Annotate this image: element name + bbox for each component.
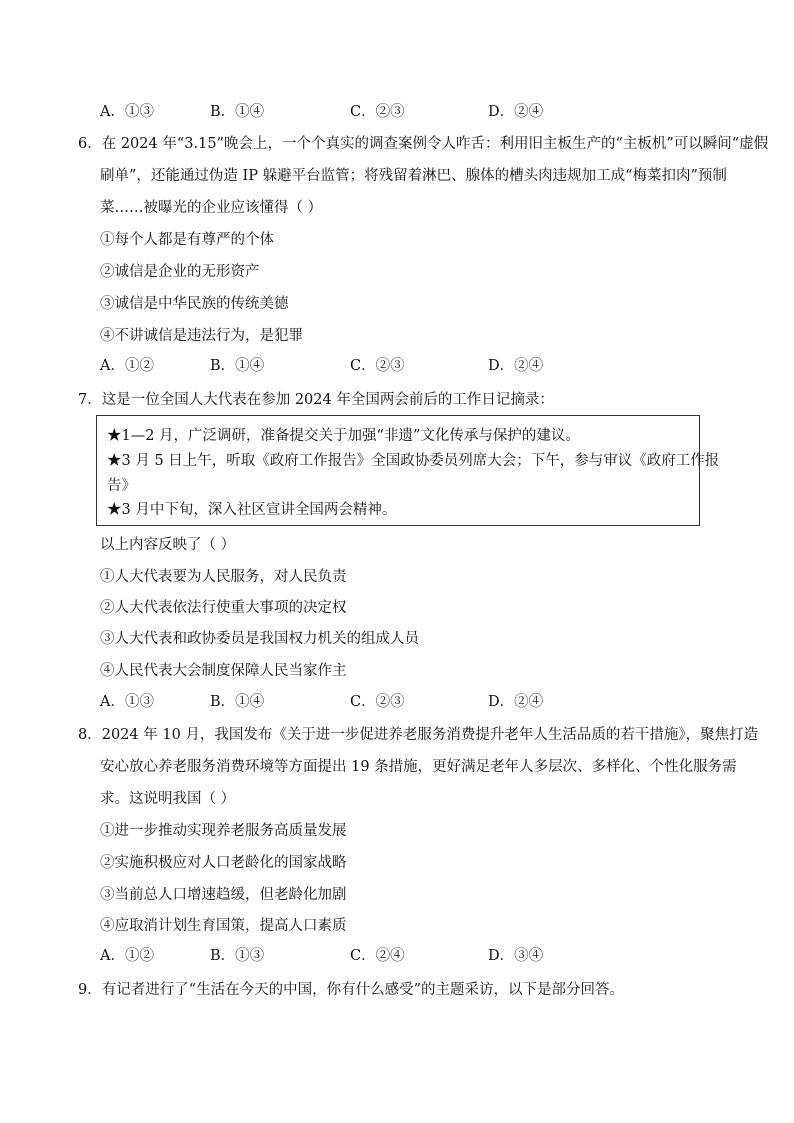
q8-stem-line-2: 安心放心养老服务消费环境等方面提出 19 条措施，更好满足老年人多层次、多样化、个性化服务需 [100,759,737,775]
q8-option-b[interactable]: B．①③ [210,948,265,964]
q7-options [100,692,620,712]
q7-diary-line-4: ★3 月中下旬，深入社区宣讲全国两会精神。 [107,502,397,518]
q7-option-b[interactable]: B．①④ [210,694,265,710]
q7-diary-box [96,415,720,526]
q6-statement-2: ②诚信是企业的无形资产 [100,264,260,280]
q8-option-a[interactable]: A．①② [100,948,154,964]
q6-stem-line-3: 菜……被曝光的企业应该懂得（ ） [100,200,323,216]
q7-statement-4: ④人民代表大会制度保障人民当家作主 [100,663,347,679]
q5-option-d[interactable]: D．②④ [488,104,544,120]
q8-stem-line-3: 求。这说明我国（ ） [100,791,236,807]
q9-stem: 9．有记者进行了“生活在今天的中国，你有什么感受”的主题采访，以下是部分回答。 [78,982,625,998]
q6-option-d[interactable]: D．②④ [488,358,544,374]
q5-option-b[interactable]: B．①④ [210,104,265,120]
q8-option-d[interactable]: D．③④ [488,948,544,964]
q7-stem: 7．这是一位全国人大代表在参加 2024 年全国两会前后的工作日记摘录： [78,392,554,408]
q7-statement-2: ②人大代表依法行使重大事项的决定权 [100,600,347,616]
q8-option-c[interactable]: C．②④ [350,948,405,964]
q8-statement-4: ④应取消计划生育国策，提高人口素质 [100,918,347,934]
q7-statement-1: ①人大代表要为人民服务，对人民负责 [100,569,347,585]
q7-statement-3: ③人大代表和政协委员是我国权力机关的组成人员 [100,631,419,647]
q7-option-a[interactable]: A．①③ [100,694,154,710]
q6-option-b[interactable]: B．①④ [210,358,265,374]
q5-option-a[interactable]: A．①③ [100,104,154,120]
q8-statement-2: ②实施积极应对人口老龄化的国家战略 [100,855,347,871]
q8-statement-1: ①进一步推动实现养老服务高质量发展 [100,823,347,839]
q6-statement-4: ④不讲诚信是违法行为，是犯罪 [100,328,303,344]
q6-statement-3: ③诚信是中华民族的传统美德 [100,296,289,312]
q8-statement-3: ③当前总人口增速趋缓，但老龄化加剧 [100,887,347,903]
q7-question: 以上内容反映了（ ） [100,537,236,553]
q6-statement-1: ①每个人都是有尊严的个体 [100,232,274,248]
q7-option-d[interactable]: D．②④ [488,694,544,710]
q7-option-c[interactable]: C．②③ [350,694,405,710]
q6-option-c[interactable]: C．②③ [350,358,405,374]
q5-option-c[interactable]: C．②③ [350,104,405,120]
q7-diary-line-3: 告》 [107,478,136,494]
q8-options [100,946,620,966]
q6-options [100,356,620,376]
q6-stem-line-1: 6．在 2024 年“3.15”晚会上，一个个真实的调查案例令人咋舌：利用旧主板生产的“主板机”可以瞬间“虚假 [78,136,769,152]
q5-options [100,102,620,122]
q7-diary-line-1: ★1—2 月，广泛调研，准备提交关于加强“非遗”文化传承与保护的建议。 [107,428,580,444]
q6-option-a[interactable]: A．①② [100,358,154,374]
q8-stem-line-1: 8．2024 年 10 月，我国发布《关于进一步促进养老服务消费提升老年人生活品质的若干措施》，聚焦打造 [78,727,759,743]
q7-diary-line-2: ★3 月 5 日上午，听取《政府工作报告》全国政协委员列席大会；下午，参与审议《政府工作报 [107,453,720,469]
q6-stem-line-2: 刷单”，还能通过伪造 IP 躲避平台监管；将残留着淋巴、腺体的槽头肉违规加工成“梅菜扣肉”预制 [100,168,727,184]
